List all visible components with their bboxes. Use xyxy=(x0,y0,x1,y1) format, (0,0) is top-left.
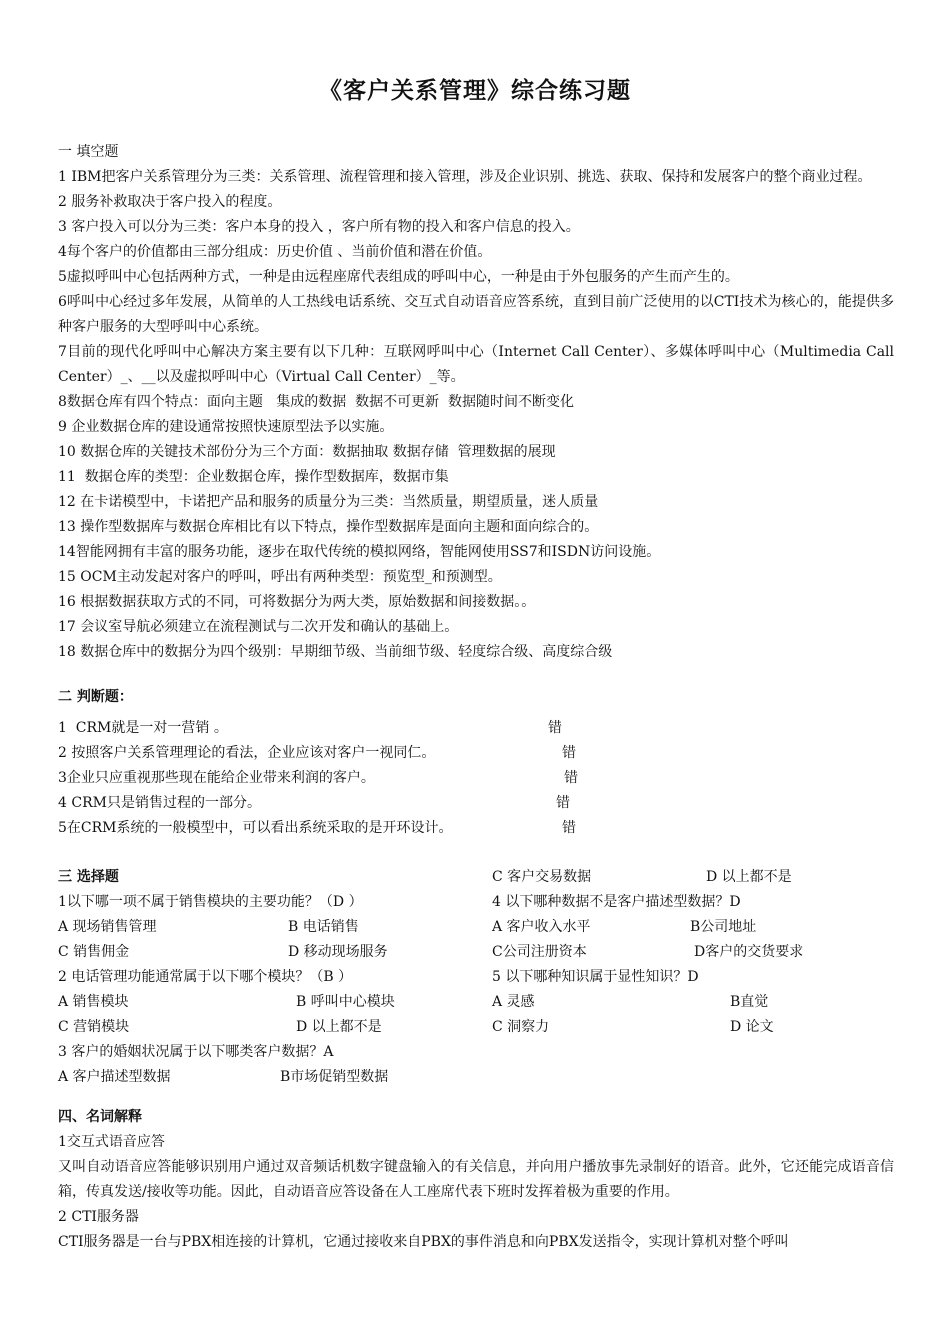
choice-option-row xyxy=(492,990,894,1015)
choice-option-row xyxy=(58,990,488,1015)
choice-question: 2 电话管理功能通常属于以下哪个模块？（B ） xyxy=(58,969,353,985)
question-item: 7目前的现代化呼叫中心解决方案主要有以下几种：互联网呼叫中心（Internet Call Center）、多媒体呼叫中心（Multimedia Call Center）_、__以及虚拟呼叫中心（Virtual Call Center）_等。 xyxy=(58,344,894,385)
term-title: 2 CTI服务器 xyxy=(58,1209,139,1225)
choice-option: A 灵感 xyxy=(492,994,535,1010)
choice-option-row xyxy=(492,940,894,965)
choice-option: D 移动现场服务 xyxy=(288,944,388,960)
choice-question: 3 客户的婚姻状况属于以下哪类客户数据？A xyxy=(58,1044,334,1060)
choice-option: A 客户描述型数据 xyxy=(58,1069,171,1085)
true-false-answer: 错 xyxy=(562,745,576,761)
choice-question: 4 以下哪种数据不是客户描述型数据？D xyxy=(492,894,741,910)
question-item: 9 企业数据仓库的建设通常按照快速原型法予以实施。 xyxy=(58,419,394,435)
choice-option: A 客户收入水平 xyxy=(492,919,591,935)
term-definition: 又叫自动语音应答能够识别用户通过双音频话机数字键盘输入的有关信息，并向用户播放事先录制好的语音。此外，它还能完成语音信箱，传真发送/接收等功能。因此，自动语音应答设备在人工座席代表下班时发挥着极为重要的作用。 xyxy=(58,1159,894,1200)
section-term-definitions xyxy=(58,1105,894,1255)
true-false-item xyxy=(58,766,894,791)
true-false-item xyxy=(58,741,894,766)
section-true-false xyxy=(58,685,894,841)
question-item: 3 客户投入可以分为三类：客户本身的投入 ，客户所有物的投入和客户信息的投入。 xyxy=(58,219,580,235)
question-item: 6呼叫中心经过多年发展，从简单的人工热线电话系统、交互式自动语音应答系统，直到目前广泛使用的以CTI技术为核心的，能提供多种客户服务的大型呼叫中心系统。 xyxy=(58,294,894,335)
true-false-question: 1 CRM就是一对一营销 。 xyxy=(58,720,228,736)
choice-option: D 以上都不是 xyxy=(706,869,792,885)
choice-option-row xyxy=(492,865,894,890)
question-item: 16 根据数据获取方式的不同，可将数据分为两大类，原始数据和间接数据。。 xyxy=(58,594,536,610)
choice-option-row xyxy=(58,1015,488,1040)
question-item: 11 数据仓库的类型：企业数据仓库，操作型数据库，数据市集 xyxy=(58,469,449,485)
question-item: 1 IBM把客户关系管理分为三类：关系管理、流程管理和接入管理，涉及企业识别、挑选、获取、保持和发展客户的整个商业过程。 xyxy=(58,169,872,185)
choice-option-row xyxy=(58,915,488,940)
choice-option: C 销售佣金 xyxy=(58,944,130,960)
true-false-question: 4 CRM只是销售过程的一部分。 xyxy=(58,795,261,811)
choice-option-row xyxy=(58,1065,488,1090)
document-body xyxy=(58,140,894,1255)
choice-question: 5 以下哪种知识属于显性知识？D xyxy=(492,969,699,985)
question-item: 15 OCM主动发起对客户的呼叫，呼出有两种类型：预览型_和预测型。 xyxy=(58,569,502,585)
true-false-answer: 错 xyxy=(564,770,578,786)
question-item: 2 服务补救取决于客户投入的程度。 xyxy=(58,194,282,210)
question-item: 10 数据仓库的关键技术部份分为三个方面：数据抽取 数据存储 管理数据的展现 xyxy=(58,444,556,460)
section-fill-in-blank xyxy=(58,140,894,665)
true-false-answer: 错 xyxy=(556,795,570,811)
document-title: 《客户关系管理》综合练习题 xyxy=(319,78,631,104)
choice-option: B直觉 xyxy=(730,994,769,1010)
true-false-question: 2 按照客户关系管理理论的看法，企业应该对客户一视同仁。 xyxy=(58,745,436,761)
choice-option: A 销售模块 xyxy=(58,994,129,1010)
true-false-question: 3企业只应重视那些现在能给企业带来利润的客户。 xyxy=(58,770,375,786)
choice-option-row xyxy=(58,940,488,965)
question-item: 13 操作型数据库与数据仓库相比有以下特点，操作型数据库是面向主题和面向综合的。 xyxy=(58,519,599,535)
choice-option-row xyxy=(492,915,894,940)
question-item: 5虚拟呼叫中心包括两种方式，一种是由远程座席代表组成的呼叫中心，一种是由于外包服务的产生而产生的。 xyxy=(58,269,739,285)
section-heading: 一 填空题 xyxy=(58,144,119,160)
choice-option: C 洞察力 xyxy=(492,1019,550,1035)
choice-option: B市场促销型数据 xyxy=(280,1069,389,1085)
section-heading: 二 判断题： xyxy=(58,689,133,705)
choice-option: C 营销模块 xyxy=(58,1019,130,1035)
true-false-answer: 错 xyxy=(548,720,562,736)
question-item: 17 会议室导航必须建立在流程测试与二次开发和确认的基础上。 xyxy=(58,619,459,635)
question-item: 12 在卡诺模型中，卡诺把产品和服务的质量分为三类：当然质量，期望质量，迷人质量 xyxy=(58,494,599,510)
question-item: 18 数据仓库中的数据分为四个级别：早期细节级、当前细节级、轻度综合级、高度综合级 xyxy=(58,644,613,660)
term-title: 1交互式语音应答 xyxy=(58,1134,165,1150)
choice-option: A 现场销售管理 xyxy=(58,919,157,935)
true-false-item xyxy=(58,791,894,816)
true-false-answer: 错 xyxy=(562,820,576,836)
true-false-item xyxy=(58,716,894,741)
choice-option-row xyxy=(492,1015,894,1040)
choice-question: 1以下哪一项不属于销售模块的主要功能？（D ） xyxy=(58,894,363,910)
choice-option: D 论文 xyxy=(730,1019,774,1035)
choice-column-right xyxy=(492,865,894,1040)
choice-option: D客户的交货要求 xyxy=(694,944,804,960)
choice-option: C 客户交易数据 xyxy=(492,869,592,885)
term-definition: CTI服务器是一台与PBX相连接的计算机，它通过接收来自PBX的事件消息和向PBX发送指令，实现计算机对整个呼叫 xyxy=(58,1234,789,1250)
choice-option: B公司地址 xyxy=(690,919,757,935)
true-false-question: 5在CRM系统的一般模型中，可以看出系统采取的是开环设计。 xyxy=(58,820,453,836)
section-multiple-choice xyxy=(58,865,894,1085)
section-heading: 三 选择题 xyxy=(58,869,119,885)
choice-option: C公司注册资本 xyxy=(492,944,587,960)
choice-option: B 电话销售 xyxy=(288,919,359,935)
section-heading: 四、名词解释 xyxy=(58,1109,142,1125)
question-item: 14智能网拥有丰富的服务功能，逐步在取代传统的模拟网络，智能网使用SS7和ISDN访问设施。 xyxy=(58,544,661,560)
question-item: 8数据仓库有四个特点：面向主题 集成的数据 数据不可更新 数据随时间不断变化 xyxy=(58,394,575,410)
choice-option: D 以上都不是 xyxy=(296,1019,382,1035)
question-item: 4每个客户的价值都由三部分组成：历史价值 、当前价值和潜在价值。 xyxy=(58,244,492,260)
true-false-item xyxy=(58,816,894,841)
choice-column-left xyxy=(58,865,488,1090)
choice-option: B 呼叫中心模块 xyxy=(296,994,395,1010)
